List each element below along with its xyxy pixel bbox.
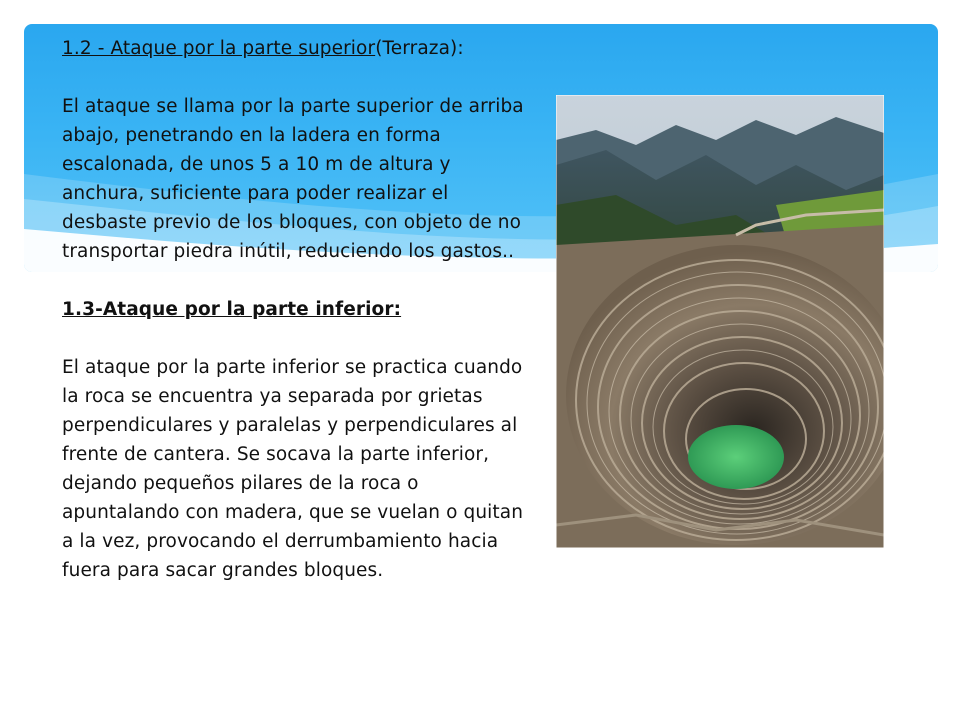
section-1-2-heading-rest: (Terraza): xyxy=(375,38,464,59)
section-1-3-heading: 1.3-Ataque por la parte inferior: xyxy=(62,299,402,320)
content-text xyxy=(62,34,532,585)
section-1-2-heading-link[interactable]: 1.2 - Ataque por la parte superior xyxy=(62,38,376,59)
section-1-2-heading xyxy=(62,34,532,63)
open-pit-mine-photo xyxy=(556,95,884,548)
section-1-2-body: El ataque se llama por la parte superior de arriba abajo, penetrando en la ladera en forma escalonada, de unos 5 a 10 m de altura y anchura, suficiente para poder realizar el desbaste previo de los bloques, con objeto de no transportar piedra inútil, reduciendo los gastos.. xyxy=(62,96,524,262)
section-1-3-body: El ataque por la parte inferior se practica cuando la roca se encuentra ya separada por grietas perpendiculares y paralelas y perpendiculares al frente de cantera. Se socava la parte inferior, dejando pequeños pilares de la roca o apuntalando con madera, que se vuelan o quitan a la vez, provocando el derrumbamiento hacia fuera para sacar grandes bloques. xyxy=(62,357,524,581)
